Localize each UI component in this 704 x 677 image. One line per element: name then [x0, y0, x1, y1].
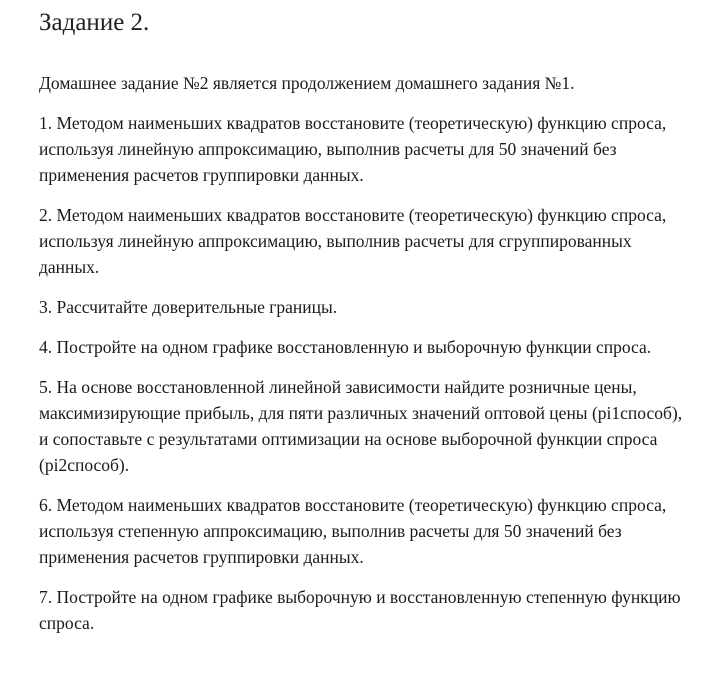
task-item-2: 2. Методом наименьших квадратов восстановите (теоретическую) функцию спроса, используя линейную аппроксимацию, выполнив расчеты для сгруппированных данных. — [39, 205, 667, 277]
task-item-7: 7. Постройте на одном графике выборочную и восстановленную степенную функцию спроса. — [39, 587, 681, 633]
task-item-4: 4. Постройте на одном графике восстановленную и выборочную функции спроса. — [39, 337, 652, 357]
task-item-5: 5. На основе восстановленной линейной зависимости найдите розничные цены, максимизирующие прибыль, для пяти различных значений оптовой цены (pi1способ), и сопоставьте с результатами оптимизации на основе выборочной функции спроса (pi2способ). — [39, 377, 683, 475]
task-item-6: 6. Методом наименьших квадратов восстановите (теоретическую) функцию спроса, используя степенную аппроксимацию, выполнив расчеты для 50 значений без применения расчетов группировки данных. — [39, 495, 667, 567]
intro-paragraph: Домашнее задание №2 является продолжением домашнего задания №1. — [39, 73, 575, 93]
task-item-3: 3. Рассчитайте доверительные границы. — [39, 297, 338, 317]
page-title: Задание 2. — [39, 9, 150, 36]
task-item-1: 1. Методом наименьших квадратов восстановите (теоретическую) функцию спроса, используя линейную аппроксимацию, выполнив расчеты для 50 значений без применения расчетов группировки данных. — [39, 113, 667, 185]
